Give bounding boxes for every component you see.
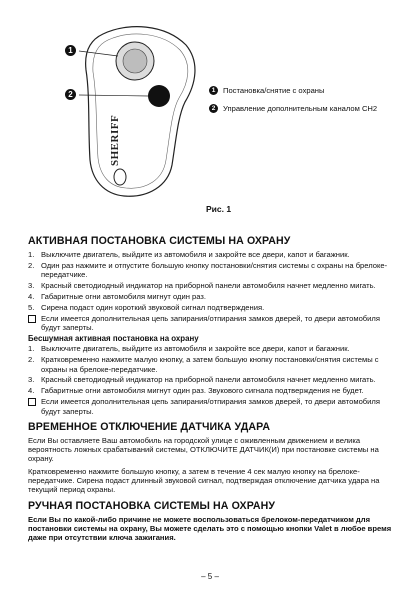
callout-1: 1 (65, 45, 76, 56)
item-marker: 3. (28, 375, 35, 385)
item-text: Один раз нажмите и отпустите большую кнопку постановки/снятия системы с охраны на брелоке-передатчике. (41, 260, 388, 280)
list-item (28, 281, 400, 290)
list-item (28, 261, 400, 280)
figure-keyfob (0, 0, 420, 215)
item-text: Если имеется дополнительная цепь запирания/отпирания замков дверей, то двери автомобиля будут заперты. (41, 397, 380, 416)
list-item (28, 303, 400, 312)
item-text: Выключите двигатель, выйдите из автомобиля и закройте все двери, капот и багажник. (41, 344, 350, 354)
item-marker: 1. (28, 250, 35, 259)
list-item (28, 344, 400, 353)
legend-item-2 (209, 104, 377, 113)
item-text: Сирена подаст один короткий звуковой сигнал подтверждения. (41, 302, 265, 312)
section-active (28, 235, 400, 416)
item-text: Красный светодиодный индикатор на приборной панели автомобиля начнет медленно мигать. (41, 281, 376, 291)
list-active (28, 250, 400, 332)
list-item (28, 375, 400, 384)
paragraph: Если Вы по какой-либо причине не можете воспользоваться брелоком-передатчиком для постановки системы на охрану, Вы можете сделать это с помощью кнопки Valet в любое время даже при отсутствии ключа зажигания. (28, 514, 392, 543)
legend-text-2: Управление дополнительным каналом СН2 (223, 104, 378, 113)
item-text: Кратковременно нажмите малую кнопку, а затем большую кнопку постановки/снятия системы с охраны на брелоке-передатчике. (41, 355, 379, 374)
list-silent (28, 344, 400, 415)
item-marker: 5. (28, 302, 35, 312)
item-marker: 3. (28, 281, 35, 291)
section-title-shock: ВРЕМЕННОЕ ОТКЛЮЧЕНИЕ ДАТЧИКА УДАРА (28, 420, 271, 433)
checkbox-icon (28, 397, 41, 416)
legend-num-2: 2 (209, 104, 218, 113)
item-marker: 1. (28, 344, 35, 354)
list-item (28, 397, 400, 416)
figure-caption: Рис. 1 (206, 204, 232, 214)
list-item (28, 355, 400, 374)
list-item (28, 250, 400, 259)
item-text: Красный светодиодный индикатор на приборной панели автомобиля начнет медленно мигать. (41, 375, 376, 385)
paragraph: Если Вы оставляете Ваш автомобиль на городской улице с оживленным движением и велика вероятность ложных срабатываний системы, ОТКЛЮЧИТЕ ДАТЧИК(И) при постановке системы на охрану. (28, 435, 379, 464)
document-body (28, 235, 400, 547)
callout-2: 2 (65, 89, 76, 100)
item-text: Габаритные огни автомобиля мигнут один раз. Звукового сигнала подтверждения не будет. (41, 386, 364, 396)
paragraph: Кратковременно нажмите большую кнопку, а затем в течение 4 сек малую кнопку на брелоке-передатчике. Сирена подаст длинный звуковой сигнал, подтверждая отключение датчика удара на текущий период охраны. (28, 466, 380, 495)
legend-item-1 (209, 86, 324, 95)
list-item (28, 292, 400, 301)
item-text: Габаритные огни автомобиля мигнут один раз. (41, 291, 206, 301)
subsection-title-silent: Бесшумная активная постановка на охрану (28, 334, 199, 344)
section-title-active: АКТИВНАЯ ПОСТАНОВКА СИСТЕМЫ НА ОХРАНУ (28, 235, 291, 247)
legend-text-1: Постановка/снятие с охраны (223, 86, 325, 95)
legend-num-1: 1 (209, 86, 218, 95)
checkbox-icon (28, 314, 41, 333)
list-item (28, 386, 400, 395)
item-marker: 4. (28, 291, 35, 301)
item-marker: 2. (28, 260, 35, 270)
item-marker: 2. (28, 355, 35, 365)
page-number: – 5 – (201, 572, 219, 581)
item-marker: 4. (28, 386, 35, 396)
section-title-manual: РУЧНАЯ ПОСТАНОВКА СИСТЕМЫ НА ОХРАНУ (28, 499, 276, 512)
brand-logo: SHERIFF (109, 114, 121, 166)
list-item (28, 314, 400, 333)
section-manual (28, 500, 400, 543)
section-shock (28, 421, 400, 495)
item-text: Если имеется дополнительная цепь запирания/отпирания замков дверей, то двери автомобиля будут заперты. (41, 313, 380, 333)
item-text: Выключите двигатель, выйдите из автомобиля и закройте все двери, капот и багажник. (41, 250, 350, 259)
